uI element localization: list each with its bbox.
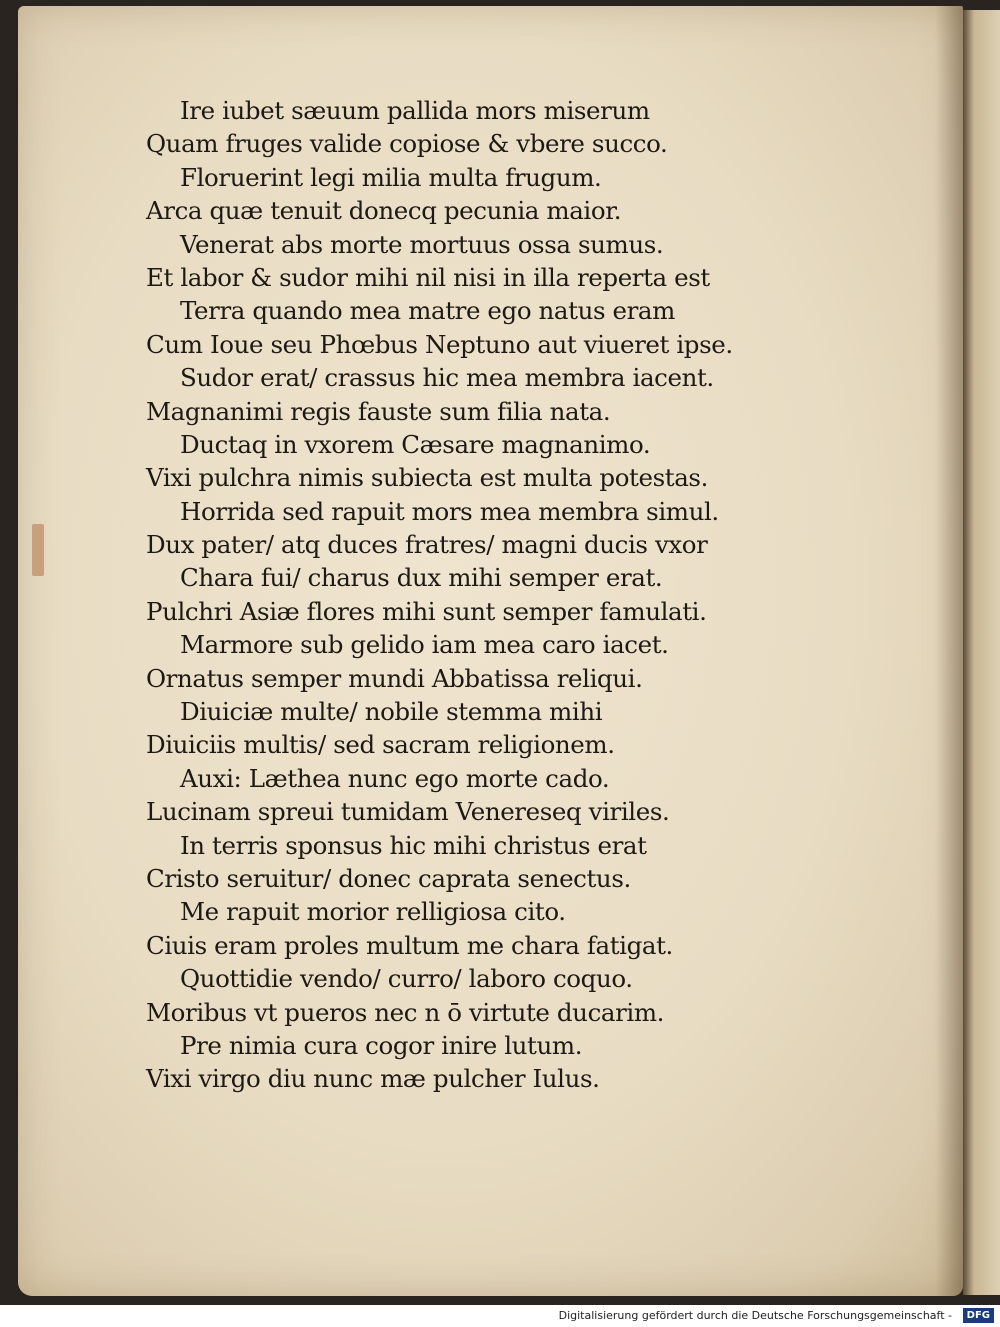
verse-line: Magnanimi regis fauste sum filia nata. [146, 396, 611, 426]
verse-line: Terra quando mea matre ego natus eram [180, 296, 675, 326]
verse-line: Lucinam spreui tumidam Venereseq viriles. [146, 797, 670, 827]
verse-line: Horrida sed rapuit mors mea membra simul. [180, 496, 719, 526]
verse-line: Me rapuit morior relligiosa cito. [180, 897, 566, 927]
verse-line: Floruerint legi milia multa frugum. [180, 162, 602, 192]
verse-line: Ductaq in vxorem Cæsare magnanimo. [180, 429, 651, 459]
verse-line: Moribus vt pueros nec n ō virtute ducarim. [146, 997, 665, 1027]
verse-line: Sudor erat/ crassus hic mea membra iacent. [180, 363, 714, 393]
verse-line: Ornatus semper mundi Abbatissa reliqui. [146, 663, 643, 693]
verse-line: Vixi pulchra nimis subiecta est multa potestas. [146, 463, 708, 493]
verse-line: Quottidie vendo/ curro/ laboro coquo. [180, 964, 633, 994]
verse-line: Diuiciæ multe/ nobile stemma mihi [180, 697, 603, 727]
verse-line: Ciuis eram proles multum me chara fatigat. [146, 930, 673, 960]
verse-line: Pre nimia cura cogor inire lutum. [180, 1030, 583, 1060]
verse-line: Auxi: Læthea nunc ego morte cado. [180, 763, 610, 793]
verse-line: Et labor & sudor mihi nil nisi in illa reperta est [146, 262, 710, 292]
verse-line: In terris sponsus hic mihi christus erat [180, 830, 647, 860]
verse-line: Vixi virgo diu nunc mæ pulcher Iulus. [146, 1064, 600, 1094]
footer-credit: Digitalisierung gefördert durch die Deutsche Forschungsgemeinschaft - [558, 1309, 952, 1322]
verse-line: Diuiciis multis/ sed sacram religionem. [146, 730, 615, 760]
verse-line: Chara fui/ charus dux mihi semper erat. [180, 563, 663, 593]
facing-page-edge [963, 10, 1000, 1295]
verse-line: Ire iubet sæuum pallida mors miserum [180, 96, 650, 125]
verse-line: Pulchri Asiæ flores mihi sunt semper famulati. [146, 596, 707, 626]
verse-line: Venerat abs morte mortuus ossa sumus. [180, 229, 664, 259]
verse-line: Cristo seruitur/ donec caprata senectus. [146, 863, 631, 893]
verse-line: Cum Ioue seu Phœbus Neptuno aut viueret ipse. [146, 329, 733, 359]
verse-line: Marmore sub gelido iam mea caro iacet. [180, 630, 669, 660]
dfg-logo[interactable]: DFG [963, 1308, 994, 1323]
verse-line: Quam fruges valide copiose & vbere succo. [146, 129, 668, 159]
book-page [18, 6, 963, 1296]
footer-bar [0, 1305, 1000, 1327]
verse-list [18, 94, 963, 1096]
verse-line: Arca quæ tenuit donecq pecunia maior. [146, 196, 622, 226]
verse-line: Dux pater/ atq duces fratres/ magni ducis vxor [146, 530, 708, 560]
